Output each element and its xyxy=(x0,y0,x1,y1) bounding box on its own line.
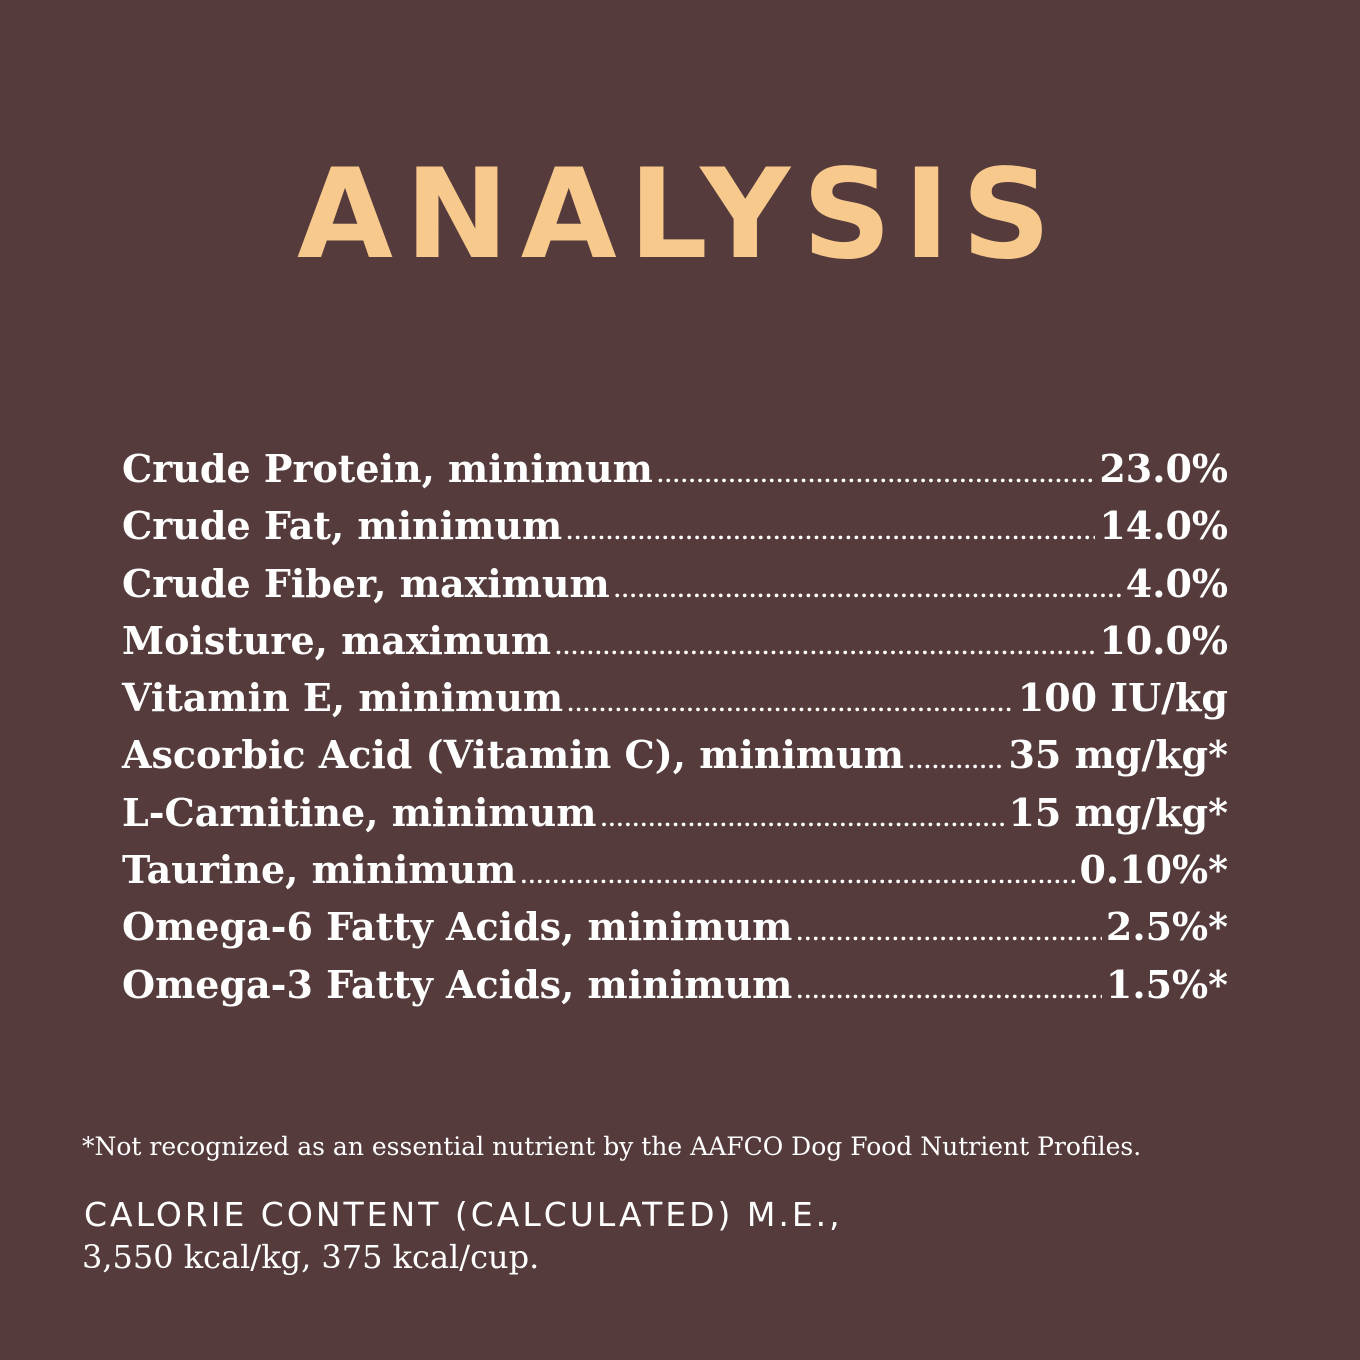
dot-leader xyxy=(566,504,1095,561)
nutrient-value: 14.0% xyxy=(1099,503,1228,549)
dot-leader xyxy=(908,733,1005,790)
dot-leader xyxy=(657,447,1096,504)
calorie-content-values: 3,550 kcal/kg, 375 kcal/cup. xyxy=(82,1238,540,1276)
analysis-row-omega-3 xyxy=(122,956,1228,1013)
nutrient-value: 1.5%* xyxy=(1105,961,1228,1007)
nutrient-value: 23.0% xyxy=(1099,446,1228,491)
analysis-row-crude-fiber xyxy=(122,555,1228,612)
dot-leader xyxy=(567,676,1014,733)
nutrient-value: 35 mg/kg* xyxy=(1008,732,1228,778)
dot-leader xyxy=(520,848,1075,905)
nutrient-label: Omega-6 Fatty Acids, minimum xyxy=(122,904,793,950)
nutrient-value: 4.0% xyxy=(1125,560,1228,606)
analysis-row-crude-protein xyxy=(122,440,1228,497)
nutrient-label: Ascorbic Acid (Vitamin C), minimum xyxy=(122,732,904,778)
nutrient-label: Taurine, minimum xyxy=(122,847,517,893)
dot-leader xyxy=(796,963,1102,1020)
dot-leader xyxy=(614,562,1122,619)
analysis-row-crude-fat xyxy=(122,497,1228,554)
aafco-footnote: *Not recognized as an essential nutrient by the AAFCO Dog Food Nutrient Profiles. xyxy=(82,1132,1142,1161)
dot-leader xyxy=(555,619,1095,676)
nutrient-value: 0.10%* xyxy=(1079,847,1228,893)
nutrient-label: Moisture, maximum xyxy=(122,617,552,663)
nutrient-value: 10.0% xyxy=(1099,617,1228,663)
analysis-row-moisture xyxy=(122,612,1228,669)
nutrient-value: 100 IU/kg xyxy=(1017,675,1228,721)
calorie-content-heading: CALORIE CONTENT (CALCULATED) M.E., xyxy=(84,1195,843,1234)
nutrient-label: Omega-3 Fatty Acids, minimum xyxy=(122,961,793,1007)
guaranteed-analysis-list xyxy=(122,440,1228,1013)
analysis-row-l-carnitine xyxy=(122,784,1228,841)
page-title: ANALYSIS xyxy=(297,143,1063,287)
dot-leader xyxy=(796,905,1102,962)
dot-leader xyxy=(600,791,1004,848)
nutrient-value: 2.5%* xyxy=(1105,904,1228,950)
nutrient-label: Crude Fat, minimum xyxy=(122,503,563,549)
analysis-row-taurine xyxy=(122,841,1228,898)
nutrient-label: Crude Fiber, maximum xyxy=(122,560,610,606)
nutrient-label: Vitamin E, minimum xyxy=(122,675,564,721)
analysis-row-omega-6 xyxy=(122,898,1228,955)
nutrient-label: Crude Protein, minimum xyxy=(122,446,653,491)
analysis-row-ascorbic-acid xyxy=(122,726,1228,783)
nutrient-value: 15 mg/kg* xyxy=(1008,789,1228,835)
nutrient-label: L-Carnitine, minimum xyxy=(122,789,597,835)
analysis-row-vitamin-e xyxy=(122,669,1228,726)
